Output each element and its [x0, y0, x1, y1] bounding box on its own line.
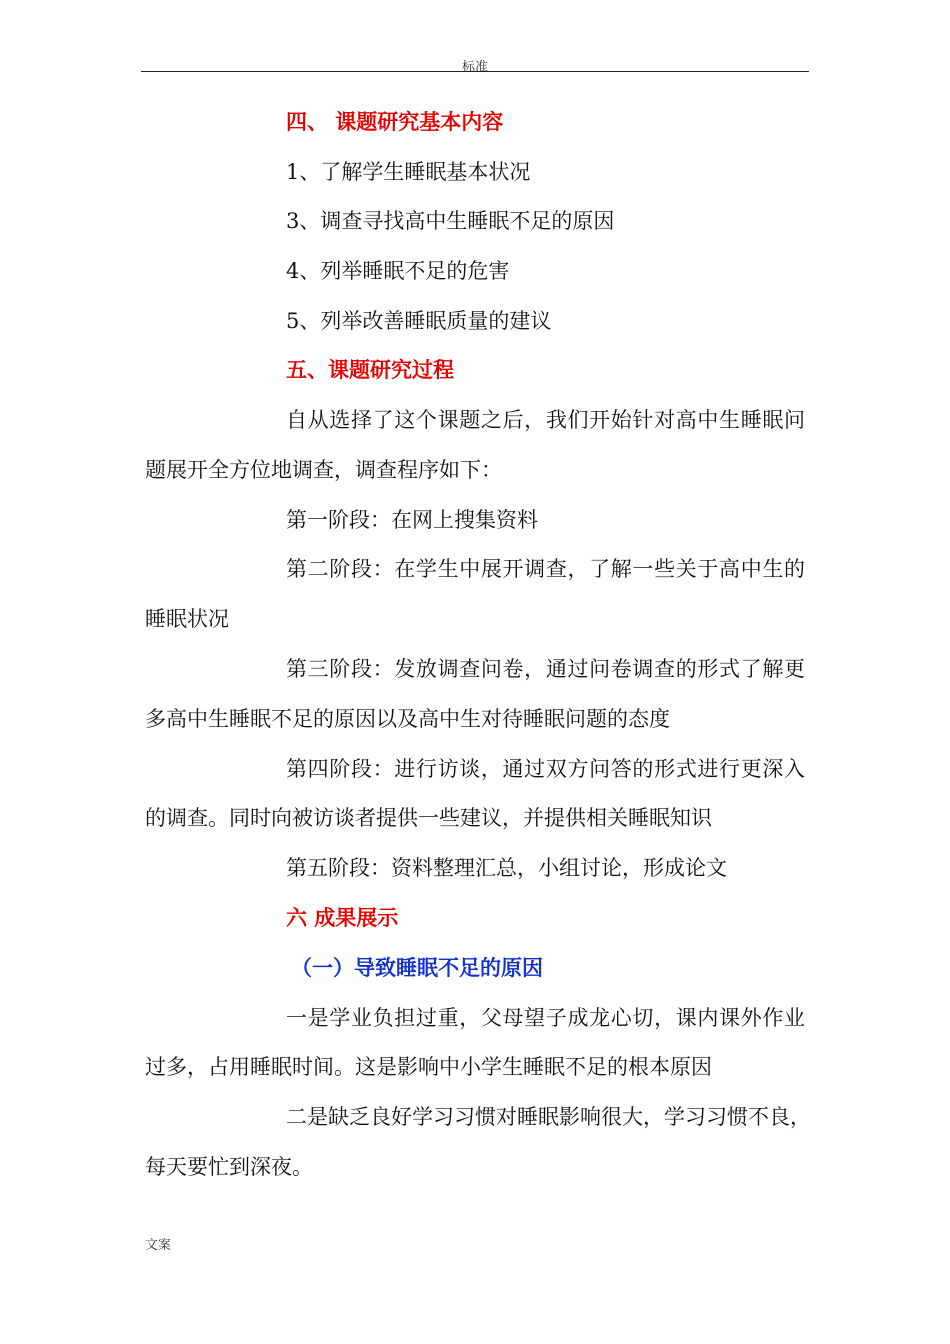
page-footer-label: 文案	[145, 1238, 172, 1253]
intro-paragraph-line-2: 题展开全方位地调查，调查程序如下：	[145, 458, 502, 482]
stage-3-line-1: 第三阶段：发放调查问卷，通过问卷调查的形式了解更	[286, 657, 805, 681]
section-4-heading: 四、 课题研究基本内容	[286, 110, 504, 134]
section-6-heading: 六 成果展示	[286, 906, 399, 930]
subsection-1-heading: （一）导致睡眠不足的原因	[291, 956, 543, 980]
stage-3-line-2: 多高中生睡眠不足的原因以及高中生对待睡眠问题的态度	[145, 707, 670, 731]
stage-4-line-1: 第四阶段：进行访谈，通过双方问答的形式进行更深入	[286, 757, 805, 781]
stage-4-line-2: 的调查。同时向被访谈者提供一些建议，并提供相关睡眠知识	[145, 806, 712, 830]
reason-1-line-1: 一是学业负担过重，父母望子成龙心切，课内课外作业	[286, 1006, 805, 1030]
stage-2-line-1: 第二阶段：在学生中展开调查，了解一些关于高中生的	[286, 557, 805, 581]
header-divider	[141, 71, 809, 72]
content-item-5: 5、列举改善睡眠质量的建议	[286, 309, 552, 333]
page-header-label: 标准	[461, 60, 488, 75]
content-item-3: 3、调查寻找高中生睡眠不足的原因	[286, 209, 615, 233]
reason-1-line-2: 过多，占用睡眠时间。这是影响中小学生睡眠不足的根本原因	[145, 1055, 712, 1079]
stage-1-text: 第一阶段：在网上搜集资料	[286, 508, 538, 532]
stage-5-text: 第五阶段：资料整理汇总，小组讨论，形成论文	[286, 856, 727, 880]
reason-2-line-1: 二是缺乏良好学习习惯对睡眠影响很大，学习习惯不良，	[286, 1105, 811, 1129]
section-5-heading: 五、课题研究过程	[286, 358, 454, 382]
reason-2-line-2: 每天要忙到深夜。	[145, 1155, 313, 1179]
stage-2-line-2: 睡眠状况	[145, 607, 229, 631]
content-item-1: 1、了解学生睡眠基本状况	[286, 160, 531, 184]
intro-paragraph-line-1: 自从选择了这个课题之后，我们开始针对高中生睡眠问	[286, 408, 805, 432]
content-item-4: 4、列举睡眠不足的危害	[286, 259, 510, 283]
